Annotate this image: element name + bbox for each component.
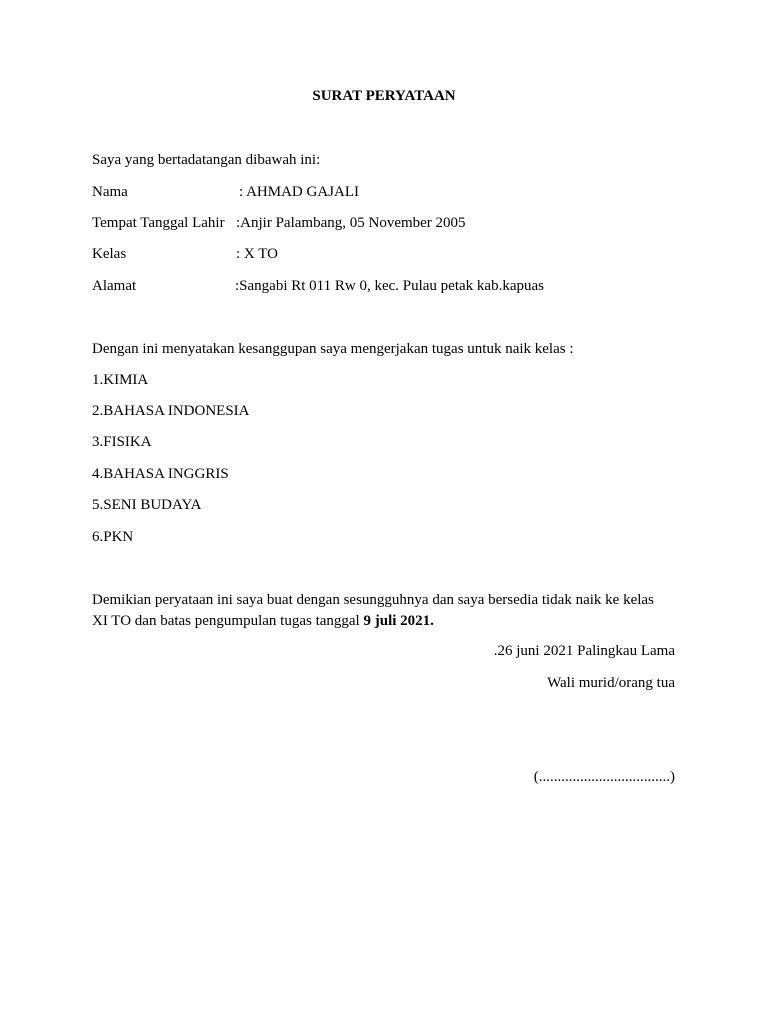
signer-role: Wali murid/orang tua bbox=[547, 675, 675, 691]
deadline-date: 9 juli 2021. bbox=[363, 613, 434, 629]
field-value-alamat: :Sangabi Rt 011 Rw 0, kec. Pulau petak kab.kapuas bbox=[235, 278, 544, 294]
field-label-alamat: Alamat bbox=[92, 278, 137, 294]
field-label-nama: Nama bbox=[92, 184, 128, 200]
closing-line-2 bbox=[92, 612, 434, 630]
subject-item: 1.KIMIA bbox=[92, 372, 149, 388]
subject-item: 3.FISIKA bbox=[92, 434, 152, 450]
field-label-kelas: Kelas bbox=[92, 246, 127, 262]
subject-item: 4.BAHASA INGGRIS bbox=[92, 466, 229, 482]
field-value-ttl: :Anjir Palambang, 05 November 2005 bbox=[236, 215, 466, 231]
field-value-nama: : AHMAD GAJALI bbox=[239, 184, 359, 200]
subject-item: 2.BAHASA INDONESIA bbox=[92, 403, 250, 419]
closing-line-2-text: XI TO dan batas pengumpulan tugas tanggal bbox=[92, 613, 364, 629]
date-place: .26 juni 2021 Palingkau Lama bbox=[493, 643, 675, 659]
statement-text: Dengan ini menyatakan kesanggupan saya mengerjakan tugas untuk naik kelas : bbox=[92, 341, 574, 357]
intro-text: Saya yang bertadatangan dibawah ini: bbox=[92, 152, 321, 168]
subject-item: 6.PKN bbox=[92, 529, 134, 545]
field-label-ttl: Tempat Tanggal Lahir bbox=[92, 215, 225, 231]
closing-line-1: Demikian peryataan ini saya buat dengan sesungguhnya dan saya bersedia tidak naik ke kelas bbox=[92, 592, 654, 608]
subject-item: 5.SENI BUDAYA bbox=[92, 497, 202, 513]
field-value-kelas: : X TO bbox=[236, 246, 278, 262]
signature-blank: (...................................) bbox=[533, 769, 675, 785]
document-title: SURAT PERYATAAN bbox=[312, 88, 456, 104]
